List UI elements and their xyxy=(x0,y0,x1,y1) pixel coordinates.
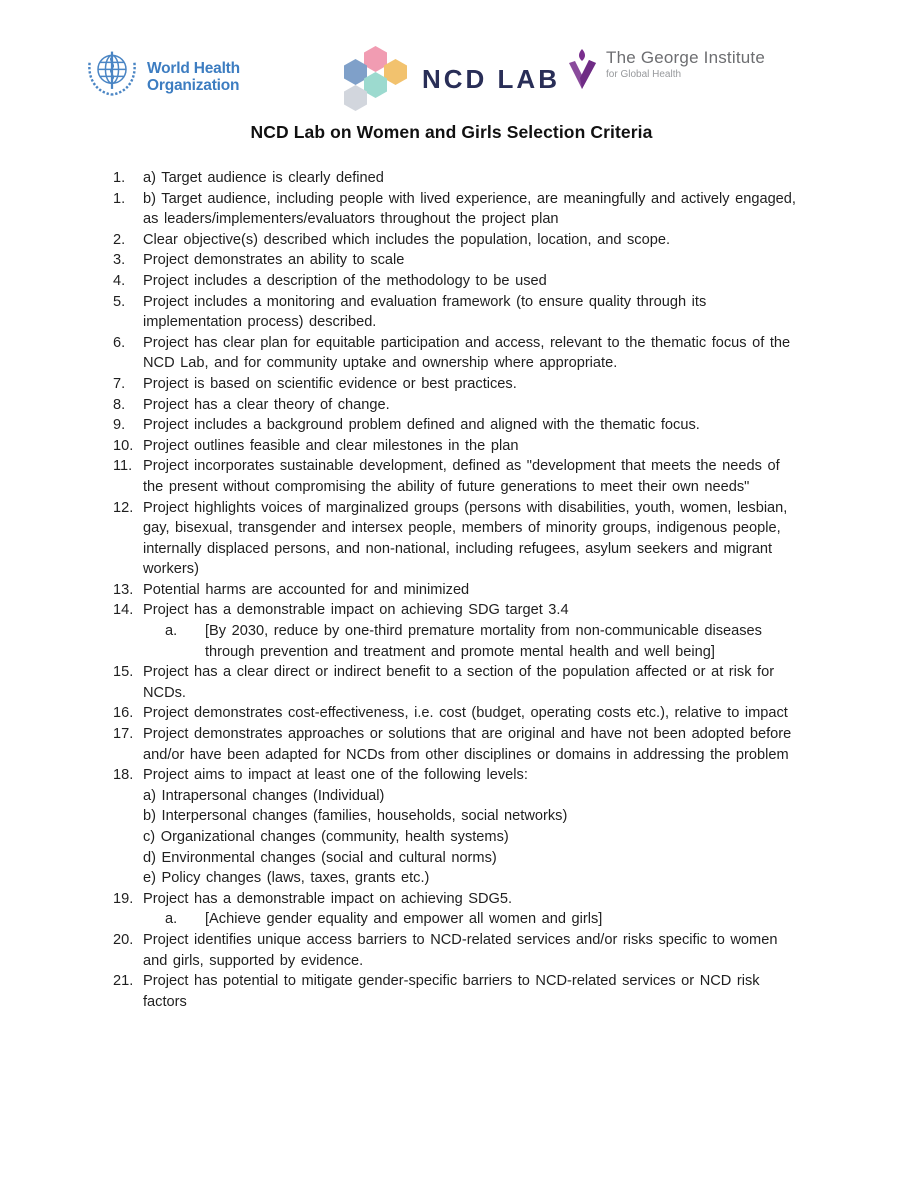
list-item-number xyxy=(113,868,143,889)
list-item-text: Project identifies unique access barriers to NCD-related services and/or risks specific to women and girls, supported by evidence. xyxy=(143,931,778,969)
list-item-number: 11. xyxy=(113,458,133,475)
list-item xyxy=(113,971,803,1012)
list-item-continuation xyxy=(113,868,803,889)
hexagon-blue xyxy=(344,59,367,85)
george-institute-mark-icon xyxy=(567,48,597,95)
list-item xyxy=(113,498,803,580)
list-subitem-letter: a. xyxy=(165,911,178,928)
list-item-number: 7. xyxy=(113,375,126,392)
list-item-continuation xyxy=(113,786,803,807)
list-item-continuation xyxy=(113,848,803,869)
list-item xyxy=(113,189,803,230)
list-item xyxy=(113,230,803,251)
who-logo-line2: Organization xyxy=(147,76,240,94)
list-subitem-text: [Achieve gender equality and empower all women and girls] xyxy=(205,911,603,928)
list-item xyxy=(113,395,803,416)
list-item-text: Project has a clear theory of change. xyxy=(143,396,390,413)
list-item-text: Clear objective(s) described which includes the population, location, and scope. xyxy=(143,231,671,248)
list-item-text: Project demonstrates approaches or solutions that are original and have not been adopted before and/or have been adapted for NCDs from other disciplines or domains in addressing the problem xyxy=(143,726,792,763)
list-item-text: Project includes a background problem defined and aligned with the thematic focus. xyxy=(143,417,700,434)
list-item xyxy=(113,436,803,457)
list-item-text: b) Interpersonal changes (families, households, social networks) xyxy=(143,808,568,825)
list-item xyxy=(113,662,803,703)
list-item-number: 16. xyxy=(113,705,134,722)
list-item-text: a) Intrapersonal changes (Individual) xyxy=(143,787,385,804)
logo-header xyxy=(0,44,903,106)
list-subitem-text: [By 2030, reduce by one-third premature mortality from non-communicable diseases through prevention and treatment and promote mental health and well being] xyxy=(205,623,762,660)
criteria-list xyxy=(113,168,803,1012)
list-item-text: Project has potential to mitigate gender-specific barriers to NCD-related services or NCD risk factors xyxy=(143,973,760,1010)
list-item-text: Project is based on scientific evidence or best practices. xyxy=(143,375,517,392)
list-item-number: 15. xyxy=(113,664,134,681)
list-item-number: 3. xyxy=(113,252,126,269)
list-item-text: Project aims to impact at least one of the following levels: xyxy=(143,767,528,784)
george-institute-text xyxy=(606,48,765,80)
list-item-text: d) Environmental changes (social and cultural norms) xyxy=(143,849,497,866)
hexagon-cluster-icon xyxy=(344,46,408,112)
list-item xyxy=(113,374,803,395)
list-item-text: e) Policy changes (laws, taxes, grants etc.) xyxy=(143,870,430,887)
list-item xyxy=(113,333,803,374)
hexagon-teal xyxy=(364,72,387,98)
list-item-number: 1. xyxy=(113,170,126,186)
list-item-text: c) Organizational changes (community, health systems) xyxy=(143,829,509,845)
list-item-text: a) Target audience is clearly defined xyxy=(143,170,384,186)
hexagon-pink xyxy=(364,46,387,72)
list-item xyxy=(113,724,803,765)
list-item-number: 6. xyxy=(113,334,126,351)
george-institute-logo xyxy=(567,48,765,95)
list-item-number: 10. xyxy=(113,437,134,454)
list-item-text: b) Target audience, including people with lived experience, are meaningfully and actively engaged, as leaders/implementers/evaluators throughout the project plan xyxy=(143,190,796,228)
list-item-continuation xyxy=(113,806,803,827)
george-institute-line1: The George Institute xyxy=(606,48,765,67)
ncd-lab-wordmark: NCD LAB xyxy=(422,63,560,94)
list-item-number xyxy=(113,848,143,869)
list-item-text: Project incorporates sustainable development, defined as "development that meets the needs of the present without compromising the ability of future generations to meet their own needs" xyxy=(143,458,780,495)
list-item-text: Project demonstrates an ability to scale xyxy=(143,252,405,269)
list-item xyxy=(113,250,803,271)
list-item-number xyxy=(113,827,143,848)
list-item xyxy=(113,765,803,786)
list-item xyxy=(113,930,803,971)
list-item-number: 20. xyxy=(113,931,134,948)
list-item-text: Project includes a description of the methodology to be used xyxy=(143,272,547,289)
list-item-number: 2. xyxy=(113,231,126,248)
list-item-number: 13. xyxy=(113,581,134,598)
list-item-text: Project has a demonstrable impact on achieving SDG target 3.4 xyxy=(143,602,569,619)
list-item xyxy=(113,580,803,601)
list-item-number: 9. xyxy=(113,417,126,434)
ncd-lab-logo xyxy=(344,46,560,112)
list-item-number: 17. xyxy=(113,726,134,743)
list-item-text: Project has clear plan for equitable participation and access, relevant to the thematic focus of the NCD Lab, and for community uptake and ownership where appropriate. xyxy=(143,334,791,372)
list-item-text: Project demonstrates cost-effectiveness, i.e. cost (budget, operating costs etc.), relative to impact xyxy=(143,705,788,722)
list-item-number: 19. xyxy=(113,890,134,907)
list-item xyxy=(113,600,803,621)
list-item-number: 1. xyxy=(113,190,126,207)
who-logo-text xyxy=(147,60,240,94)
list-subitem-letter: a. xyxy=(165,623,178,640)
hexagon-gray xyxy=(344,85,367,111)
list-item-number: 4. xyxy=(113,272,126,289)
list-item-number: 8. xyxy=(113,396,126,413)
list-item-text: Potential harms are accounted for and minimized xyxy=(143,581,470,598)
list-item xyxy=(113,168,803,189)
george-institute-line2: for Global Health xyxy=(606,69,682,80)
list-item xyxy=(113,415,803,436)
list-item xyxy=(113,271,803,292)
page-title: NCD Lab on Women and Girls Selection Criteria xyxy=(250,122,653,142)
list-item-continuation xyxy=(113,827,803,848)
list-item xyxy=(113,292,803,333)
list-item-text: Project has a demonstrable impact on achieving SDG5. xyxy=(143,890,513,907)
hexagon-yellow xyxy=(384,59,407,85)
who-logo xyxy=(84,46,240,107)
list-subitem xyxy=(113,621,803,662)
list-item-number xyxy=(113,806,143,827)
who-logo-line1: World Health xyxy=(147,59,240,77)
list-item-text: Project includes a monitoring and evaluation framework (to ensure quality through its implementation process) described. xyxy=(143,293,707,331)
list-item-number: 18. xyxy=(113,767,134,784)
list-item xyxy=(113,889,803,910)
list-item-number: 21. xyxy=(113,973,134,990)
list-item-number: 14. xyxy=(113,602,134,619)
list-item-number xyxy=(113,786,143,807)
list-item xyxy=(113,456,803,497)
list-subitem xyxy=(113,909,803,930)
list-item-text: Project outlines feasible and clear milestones in the plan xyxy=(143,437,519,454)
list-item-number: 12. xyxy=(113,499,134,516)
list-item-text: Project has a clear direct or indirect benefit to a section of the population affected or at risk for NCDs. xyxy=(143,664,775,701)
who-emblem-icon xyxy=(84,46,140,107)
list-item-text: Project highlights voices of marginalized groups (persons with disabilities, youth, women, lesbian, gay, bisexual, transgender and intersex people, members of minority groups, indigenous people, internally displaced persons, and non-national, including refugees, asylum seekers and migrant workers) xyxy=(143,499,788,578)
list-item xyxy=(113,703,803,724)
list-item-number: 5. xyxy=(113,293,126,310)
